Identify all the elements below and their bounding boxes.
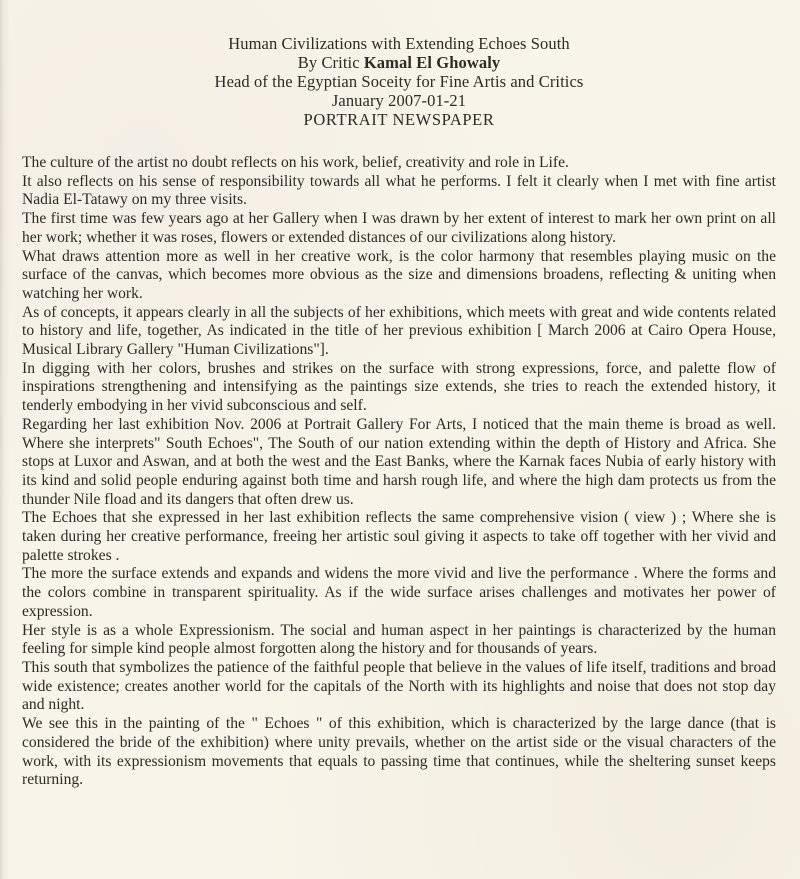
paragraph: Her style is as a whole Expressionism. The social and human aspect in her paintings is characterized by the human feeling for simple kind people almost forgotten along the history and for thousands of years. [22,621,776,658]
paragraph: The more the surface extends and expands and widens the more vivid and live the performance . Where the forms and the colors combine in transparent spirituality. As if the wide surface arises challenges and motivates her power of expression. [22,565,776,620]
affiliation: Head of the Egyptian Soceity for Fine Artis and Critics [214,72,584,91]
paragraph: Regarding her last exhibition Nov. 2006 at Portrait Gallery For Arts, I noticed that the main theme is broad as well. Where she interprets" South Echoes", The South of our nation extending within the depth of History and Africa. She stops at Luxor and Aswan, and at both the west and the East Banks, where the Karnak faces Nubia of early history with its kind and solid people enduring against both time and harsh rough life, and where the high dam protects us from the thunder Nile fload and its dangers that often drew us. [22,415,776,508]
author-name: Kamal El Ghowaly [363,53,501,72]
article-date: January 2007-01-21 [331,91,467,110]
article-title: Human Civilizations with Extending Echoes South [228,34,570,53]
paragraph: This south that symbolizes the patience of the faithful people that believe in the values of life itself, traditions and broad wide existence; creates another world for the capitals of the North with its highlights and noise that does not stop day and night. [22,658,776,714]
paragraph: What draws attention more as well in her creative work, is the color harmony that resembles playing music on the surface of the canvas, which becomes more obvious as the size and dimensions broadens, reflecting & uniting when watching her work. [22,247,776,302]
paragraph: The first time was few years ago at her Gallery when I was drawn by her extent of interest to mark her own print on all her work; whether it was roses, flowers or extended distances of our civilizations along history. [22,210,776,246]
paragraph: We see this in the painting of the " Echoes " of this exhibition, which is characterized by the large dance (that is considered the bride of the exhibition) where unity prevails, whether on the artist side or the visual characters of the work, with its expressionism movements that equals to passing time that continues, while the sheltering sunset keeps returning. [22,715,776,789]
publication-name: PORTRAIT NEWSPAPER [303,110,495,129]
paragraph: As of concepts, it appears clearly in all the subjects of her exhibitions, which meets with great and wide contents related to history and life, together, As indicated in the title of her previous exhibition [ March 2006 at Cairo Opera House, Musical Library Gallery "Human Civilizations"]. [22,303,776,359]
byline [22,53,776,72]
paragraph: The Echoes that she expressed in her last exhibition reflects the same comprehensive vision ( view ) ; Where she is taken during her creative performance, freeing her artistic soul giving it aspects to take off together with her vivid and palette strokes . [22,509,776,564]
paragraph: It also reflects on his sense of responsibility towards all what he performs. I felt it clearly when I met with fine artist Nadia El-Tatawy on my three visits. [22,172,776,209]
paragraph: The culture of the artist no doubt reflects on his work, belief, creativity and role in Life. [22,154,569,171]
article-header [22,34,776,129]
byline-prefix: By Critic [297,53,364,72]
article-body [22,154,776,790]
paragraph: In digging with her colors, brushes and strikes on the surface with strong expressions, force, and palette flow of inspirations strengthening and intensifying as the paintings size extends, she tries to reach the extended history, it tenderly embodying in her vivid subconscious and self. [22,359,776,415]
